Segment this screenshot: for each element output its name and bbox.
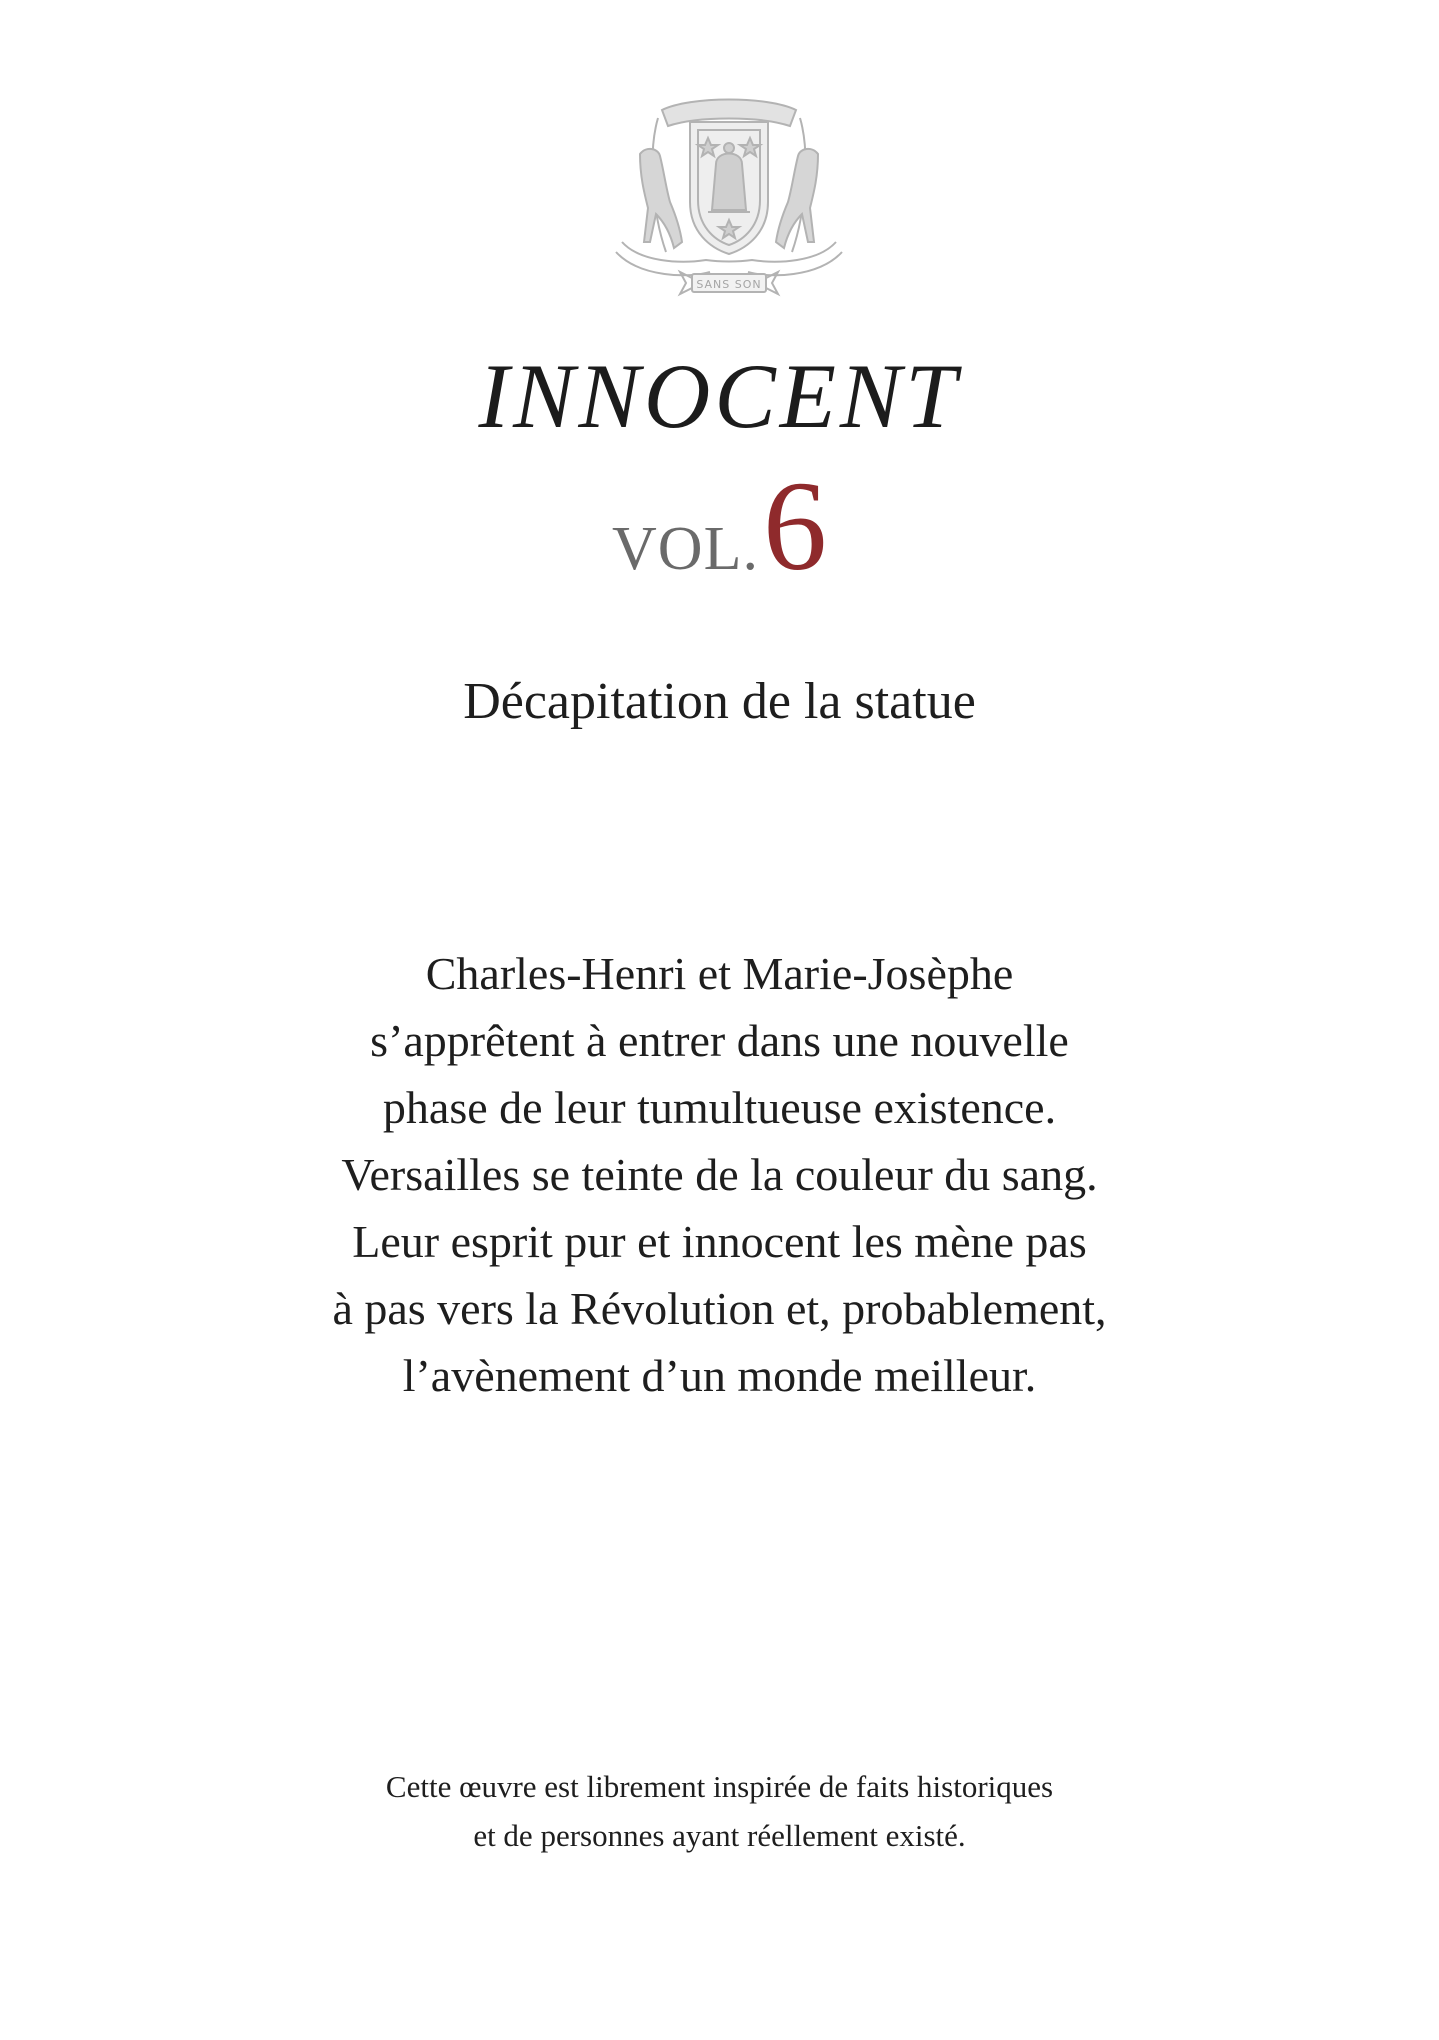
volume-number: 6 bbox=[762, 455, 827, 597]
historical-note bbox=[0, 1762, 1439, 1860]
synopsis-paragraph bbox=[0, 940, 1439, 1409]
volume-heading bbox=[0, 455, 1439, 597]
synopsis-line: s’apprêtent à entrer dans une nouvelle bbox=[370, 1015, 1069, 1066]
crest-motto: SANS SON bbox=[696, 278, 762, 291]
synopsis-line: à pas vers la Révolution et, probablement, bbox=[332, 1283, 1107, 1334]
volume-subtitle: Décapitation de la statue bbox=[463, 673, 976, 730]
coat-of-arms-icon bbox=[610, 92, 848, 308]
note-line: et de personnes ayant réellement existé. bbox=[473, 1818, 966, 1853]
synopsis-line: l’avènement d’un monde meilleur. bbox=[402, 1350, 1037, 1401]
note-line: Cette œuvre est librement inspirée de faits historiques bbox=[385, 1769, 1054, 1804]
synopsis-line: phase de leur tumultueuse existence. bbox=[382, 1082, 1057, 1133]
synopsis-line: Charles-Henri et Marie-Josèphe bbox=[425, 948, 1014, 999]
book-title: INNOCENT bbox=[478, 345, 961, 447]
coat-of-arms-emblem bbox=[610, 92, 848, 308]
volume-label: VOL. bbox=[612, 515, 759, 583]
synopsis-line: Versailles se teinte de la couleur du sang. bbox=[341, 1149, 1098, 1200]
synopsis-line: Leur esprit pur et innocent les mène pas bbox=[352, 1216, 1087, 1267]
